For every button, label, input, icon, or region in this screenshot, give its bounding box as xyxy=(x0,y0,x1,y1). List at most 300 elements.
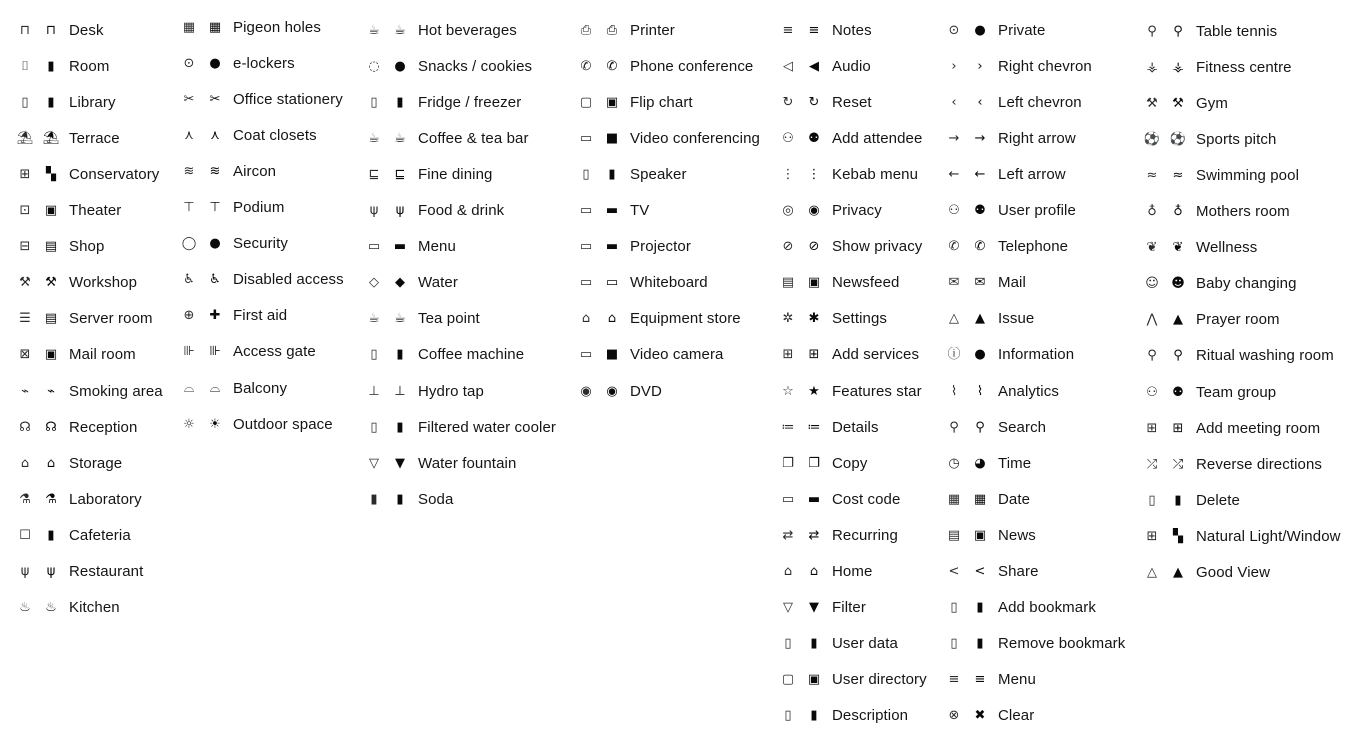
icon-row-search xyxy=(946,409,1046,445)
analytics-filled-icon: ⌇ xyxy=(976,383,984,399)
pigeon-holes-filled-icon: ▦ xyxy=(208,19,222,35)
room-filled-icon: ▮ xyxy=(47,58,55,74)
whiteboard-filled-icon: ▭ xyxy=(605,275,619,291)
icon-row-description xyxy=(780,698,908,734)
icon-label: e-lockers xyxy=(233,54,295,72)
tea-point-outline-icon: ☕ xyxy=(368,311,380,327)
icon-label: Date xyxy=(998,490,1031,508)
icon-label: Speaker xyxy=(630,165,687,183)
remove-bookmark-filled-icon: ▮ xyxy=(976,636,984,652)
reset-outline-icon: ↻ xyxy=(782,94,794,110)
icon-label: Phone conference xyxy=(630,57,754,75)
icon-row-fine-dining xyxy=(366,156,492,192)
icon-label: Recurring xyxy=(832,526,898,544)
office-stationery-filled-icon: ✂ xyxy=(209,91,221,107)
icon-row-pigeon-holes xyxy=(181,9,321,45)
add-bookmark-outline-icon: ▯ xyxy=(950,600,958,616)
icon-label: Pigeon holes xyxy=(233,18,321,36)
icon-label: Information xyxy=(998,346,1075,364)
add-services-filled-icon: ⊞ xyxy=(808,347,820,363)
icon-row-add-meeting-room xyxy=(1144,410,1320,446)
icon-label: Reception xyxy=(69,418,138,436)
icon-label: Clear xyxy=(998,707,1035,725)
add-meeting-room-outline-icon: ⊞ xyxy=(1146,420,1158,436)
water-outline-icon: ◇ xyxy=(369,275,379,291)
icon-row-team-group xyxy=(1144,374,1276,410)
user-data-outline-icon: ▯ xyxy=(784,636,792,652)
theater-filled-icon: ▣ xyxy=(44,203,58,218)
date-outline-icon: ▦ xyxy=(947,491,961,507)
icon-row-mothers-room xyxy=(1144,194,1290,230)
workshop-outline-icon: ⚒ xyxy=(19,275,31,291)
icon-label: Copy xyxy=(832,454,868,472)
user-directory-filled-icon: ▣ xyxy=(807,672,821,688)
notes-filled-icon: ≡ xyxy=(808,22,820,38)
icon-row-kebab-menu xyxy=(780,156,918,192)
icon-row-left-chevron xyxy=(946,84,1082,120)
icon-label: Add services xyxy=(832,346,920,364)
icon-row-tea-point xyxy=(366,301,480,337)
icon-label: Whiteboard xyxy=(630,274,708,292)
icon-row-details xyxy=(780,409,879,445)
icon-label: Sports pitch xyxy=(1196,130,1277,148)
add-attendee-outline-icon: ⚇ xyxy=(782,130,794,146)
icon-label: Settings xyxy=(832,310,887,328)
hydro-tap-filled-icon: ⊥ xyxy=(394,383,406,399)
podium-outline-icon: ⊤ xyxy=(183,200,195,215)
water-filled-icon: ◆ xyxy=(395,275,405,291)
icon-label: Printer xyxy=(630,21,675,39)
icon-label: Time xyxy=(998,454,1032,472)
icon-row-phone-conference xyxy=(578,48,753,84)
aircon-filled-icon: ≋ xyxy=(209,163,221,179)
icon-label: News xyxy=(998,526,1036,544)
fridge-freezer-outline-icon: ▯ xyxy=(370,94,378,110)
icon-row-coffee-machine xyxy=(366,337,524,373)
icon-label: Outdoor space xyxy=(233,415,333,433)
user-data-filled-icon: ▮ xyxy=(810,636,818,652)
telephone-filled-icon: ✆ xyxy=(974,239,986,255)
hydro-tap-outline-icon: ⊥ xyxy=(368,383,380,399)
right-chevron-outline-icon: › xyxy=(951,58,957,74)
privacy-outline-icon: ◎ xyxy=(782,203,794,218)
icon-row-desk xyxy=(17,12,104,48)
tv-outline-icon: ▭ xyxy=(579,203,593,218)
icon-label: Home xyxy=(832,563,873,580)
icon-row-show-privacy xyxy=(780,229,922,265)
icon-row-time xyxy=(946,445,1031,481)
icon-row-access-gate xyxy=(181,334,316,370)
balcony-filled-icon: ⌓ xyxy=(209,380,221,396)
description-filled-icon: ▮ xyxy=(810,708,818,724)
icon-label: Snacks / cookies xyxy=(418,57,533,75)
icon-label: Private xyxy=(998,21,1046,39)
icon-row-analytics xyxy=(946,373,1059,409)
swimming-pool-outline-icon: ≈ xyxy=(1146,167,1158,183)
private-outline-icon: ⊙ xyxy=(948,22,960,38)
video-conferencing-outline-icon: ▭ xyxy=(579,130,593,146)
icon-row-right-arrow xyxy=(946,120,1076,156)
icon-label: Ritual washing room xyxy=(1196,347,1334,365)
icon-label: Description xyxy=(832,707,909,725)
icon-label: Analytics xyxy=(998,382,1059,400)
search-outline-icon: ⚲ xyxy=(949,419,959,435)
icon-label: User directory xyxy=(832,671,927,689)
icon-row-copy xyxy=(780,445,867,481)
smoking-area-filled-icon: ⌁ xyxy=(47,383,55,399)
icon-label: Details xyxy=(832,418,879,436)
icon-label: Add meeting room xyxy=(1196,419,1321,437)
clear-outline-icon: ⊗ xyxy=(948,708,960,724)
icon-label: Terrace xyxy=(69,129,120,147)
video-camera-filled-icon: ■ xyxy=(605,347,619,363)
icon-label: Server room xyxy=(69,310,153,328)
icon-label: Video camera xyxy=(630,346,724,364)
icon-row-fridge-freezer xyxy=(366,84,521,120)
add-services-outline-icon: ⊞ xyxy=(782,347,794,363)
icon-label: Conservatory xyxy=(69,165,160,183)
analytics-outline-icon: ⌇ xyxy=(950,383,958,399)
icon-row-good-view xyxy=(1144,555,1270,591)
icon-row-outdoor-space xyxy=(181,406,333,442)
tea-point-filled-icon: ☕ xyxy=(394,311,406,327)
right-chevron-filled-icon: › xyxy=(977,58,983,74)
audio-filled-icon: ◀ xyxy=(809,58,819,74)
show-privacy-filled-icon: ⊘ xyxy=(808,239,820,255)
icon-row-dvd xyxy=(578,373,662,409)
icon-label: Tea point xyxy=(418,310,480,328)
icon-label: Coffee machine xyxy=(418,346,525,364)
reset-filled-icon: ↻ xyxy=(808,94,820,110)
icon-label: Laboratory xyxy=(69,490,142,508)
information-outline-icon: ⓘ xyxy=(947,347,961,363)
icon-label: Delete xyxy=(1196,491,1240,509)
equipment-store-outline-icon: ⌂ xyxy=(581,311,591,327)
search-filled-icon: ⚲ xyxy=(975,419,985,435)
icon-row-share xyxy=(946,554,1039,590)
icon-row-privacy xyxy=(780,193,882,229)
icon-row-soda xyxy=(366,481,453,517)
wellness-filled-icon: ❦ xyxy=(1172,240,1184,256)
access-gate-outline-icon: ⊪ xyxy=(183,344,195,360)
icon-row-prayer-room xyxy=(1144,302,1280,338)
icon-label: Share xyxy=(998,563,1039,580)
icon-row-fitness-centre xyxy=(1144,49,1292,85)
icon-row-laboratory xyxy=(17,481,142,517)
icon-label: Audio xyxy=(832,57,871,75)
hot-beverages-filled-icon: ☕ xyxy=(394,22,406,38)
e-lockers-outline-icon: ⊙ xyxy=(183,55,195,71)
phone-conference-filled-icon: ✆ xyxy=(606,58,618,74)
flip-chart-outline-icon: ▢ xyxy=(579,94,593,110)
icon-row-water xyxy=(366,265,458,301)
icon-row-water-fountain xyxy=(366,445,516,481)
icon-label: User profile xyxy=(998,202,1076,219)
icon-label: Features star xyxy=(832,382,922,400)
icon-row-natural-light-window xyxy=(1144,518,1341,554)
filtered-water-cooler-filled-icon: ▮ xyxy=(396,419,404,435)
baby-changing-outline-icon: ☺ xyxy=(1145,276,1159,292)
icon-row-news xyxy=(946,517,1036,553)
snacks-cookies-filled-icon: ● xyxy=(394,58,406,74)
delete-filled-icon: ▮ xyxy=(1174,492,1182,508)
features-star-filled-icon: ★ xyxy=(808,383,820,399)
outdoor-space-outline-icon: ☼ xyxy=(183,416,195,432)
icon-label: Equipment store xyxy=(630,310,741,328)
icon-label: Flip chart xyxy=(630,93,693,111)
icon-row-food-drink xyxy=(366,193,504,229)
gym-filled-icon: ⚒ xyxy=(1172,95,1184,111)
disabled-access-filled-icon: ♿ xyxy=(209,272,221,288)
mail-outline-icon: ✉ xyxy=(948,275,960,291)
storage-outline-icon: ⌂ xyxy=(20,455,30,471)
icon-row-tv xyxy=(578,193,649,229)
icon-row-library xyxy=(17,84,116,120)
security-outline-icon: ◯ xyxy=(181,236,197,252)
smoking-area-outline-icon: ⌁ xyxy=(21,383,29,399)
access-gate-filled-icon: ⊪ xyxy=(209,344,221,360)
icon-label: DVD xyxy=(630,382,662,400)
user-profile-outline-icon: ⚇ xyxy=(948,203,960,218)
details-filled-icon: ≔ xyxy=(807,419,821,435)
remove-bookmark-outline-icon: ▯ xyxy=(950,636,958,652)
video-conferencing-filled-icon: ■ xyxy=(605,130,619,146)
ritual-washing-room-filled-icon: ⚲ xyxy=(1173,348,1183,364)
mothers-room-filled-icon: ♁ xyxy=(1173,204,1183,219)
icon-row-storage xyxy=(17,445,122,481)
icon-row-flip-chart xyxy=(578,84,693,120)
icon-row-hydro-tap xyxy=(366,373,484,409)
e-lockers-filled-icon: ● xyxy=(209,55,221,71)
icon-row-server-room xyxy=(17,301,153,337)
fine-dining-filled-icon: ⊑ xyxy=(394,166,406,182)
right-arrow-outline-icon: → xyxy=(948,130,960,146)
icon-row-first-aid xyxy=(181,298,287,334)
icon-row-terrace xyxy=(17,120,120,156)
icon-row-wellness xyxy=(1144,230,1257,266)
icon-row-reverse-directions xyxy=(1144,446,1322,482)
coffee-tea-bar-outline-icon: ☕ xyxy=(368,130,380,146)
left-chevron-filled-icon: ‹ xyxy=(977,94,983,110)
icon-row-notes xyxy=(780,12,872,48)
sports-pitch-filled-icon: ⚽ xyxy=(1170,131,1186,147)
icon-label: Baby changing xyxy=(1196,275,1297,293)
reception-filled-icon: ☊ xyxy=(45,419,57,435)
desk-outline-icon: ⊓ xyxy=(19,22,31,38)
natural-light-window-filled-icon: ▚ xyxy=(1173,528,1183,544)
coat-closets-filled-icon: ⋏ xyxy=(210,127,220,143)
icon-row-settings xyxy=(780,301,887,337)
office-stationery-outline-icon: ✂ xyxy=(183,91,195,107)
kebab-menu-outline-icon: ⋮ xyxy=(781,166,795,182)
icon-row-kitchen xyxy=(17,590,120,626)
water-fountain-filled-icon: ▼ xyxy=(395,455,405,471)
icon-row-aircon xyxy=(181,153,276,189)
icon-row-video-conferencing xyxy=(578,120,760,156)
menu-filled-icon: ▬ xyxy=(393,239,407,255)
coffee-tea-bar-filled-icon: ☕ xyxy=(394,130,406,146)
icon-row-mail-room xyxy=(17,337,136,373)
features-star-outline-icon: ☆ xyxy=(782,383,794,399)
icon-row-snacks-cookies xyxy=(366,48,532,84)
icon-label: Filtered water cooler xyxy=(418,418,556,436)
coffee-machine-outline-icon: ▯ xyxy=(370,347,378,363)
description-outline-icon: ▯ xyxy=(784,708,792,724)
hot-beverages-outline-icon: ☕ xyxy=(368,22,380,38)
icon-row-whiteboard xyxy=(578,265,708,301)
food-drink-filled-icon: ψ xyxy=(395,203,405,218)
add-meeting-room-filled-icon: ⊞ xyxy=(1172,420,1184,436)
food-drink-outline-icon: ψ xyxy=(369,203,379,218)
storage-filled-icon: ⌂ xyxy=(46,455,56,471)
kitchen-filled-icon: ♨ xyxy=(45,600,57,616)
right-arrow-filled-icon: → xyxy=(974,130,986,146)
security-filled-icon: ● xyxy=(209,236,221,252)
issue-outline-icon: △ xyxy=(949,311,959,327)
icon-row-mail xyxy=(946,265,1026,301)
cost-code-filled-icon: ▬ xyxy=(807,491,821,507)
terrace-outline-icon: ⛱ xyxy=(17,130,33,146)
icon-label: Add attendee xyxy=(832,129,923,147)
icon-label: Fridge / freezer xyxy=(418,93,522,111)
icon-row-left-arrow xyxy=(946,156,1066,192)
pigeon-holes-outline-icon: ▦ xyxy=(182,19,196,35)
shop-filled-icon: ▤ xyxy=(44,239,58,255)
icon-row-disabled-access xyxy=(181,262,344,298)
filter-filled-icon: ▼ xyxy=(809,600,819,616)
water-fountain-outline-icon: ▽ xyxy=(369,455,379,471)
icon-label: Fine dining xyxy=(418,165,493,183)
privacy-filled-icon: ◉ xyxy=(808,203,820,218)
menu-outline-icon: ≡ xyxy=(948,672,960,688)
conservatory-outline-icon: ⊞ xyxy=(19,166,31,182)
left-arrow-filled-icon: ← xyxy=(974,166,986,182)
laboratory-filled-icon: ⚗ xyxy=(45,491,57,507)
settings-filled-icon: ✱ xyxy=(808,311,820,327)
icon-label: Prayer room xyxy=(1196,311,1280,329)
news-filled-icon: ▣ xyxy=(973,527,987,543)
icon-label: Coffee & tea bar xyxy=(418,129,529,147)
library-filled-icon: ▮ xyxy=(47,94,55,110)
icon-label: Workshop xyxy=(69,274,138,292)
theater-outline-icon: ⊡ xyxy=(19,203,31,218)
icon-row-telephone xyxy=(946,229,1068,265)
icon-row-newsfeed xyxy=(780,265,900,301)
mail-room-outline-icon: ⊠ xyxy=(19,347,31,363)
icon-row-recurring xyxy=(780,517,898,553)
icon-row-hot-beverages xyxy=(366,12,517,48)
user-profile-filled-icon: ⚉ xyxy=(974,203,986,218)
icon-row-video-camera xyxy=(578,337,723,373)
icon-label: Podium xyxy=(233,199,285,216)
icon-row-cafeteria xyxy=(17,517,131,553)
icon-row-ritual-washing-room xyxy=(1144,338,1334,374)
printer-filled-icon: ⎙ xyxy=(606,22,618,38)
reverse-directions-filled-icon: ⤮ xyxy=(1172,456,1184,472)
icon-row-table-tennis xyxy=(1144,13,1277,49)
fine-dining-outline-icon: ⊑ xyxy=(368,166,380,182)
icon-label: Cafeteria xyxy=(69,526,131,544)
wellness-outline-icon: ❦ xyxy=(1146,240,1158,256)
reverse-directions-outline-icon: ⤮ xyxy=(1146,456,1158,472)
speaker-outline-icon: ▯ xyxy=(582,166,590,182)
room-outline-icon: ⌷ xyxy=(21,58,29,74)
icon-label: Natural Light/Window xyxy=(1196,527,1341,545)
icon-row-audio xyxy=(780,48,871,84)
icon-row-filter xyxy=(780,590,866,626)
copy-outline-icon: ❐ xyxy=(782,455,794,471)
icon-label: Theater xyxy=(69,202,122,219)
ritual-washing-room-outline-icon: ⚲ xyxy=(1147,348,1157,364)
icon-row-coffee-tea-bar xyxy=(366,120,529,156)
tv-filled-icon: ▬ xyxy=(605,203,619,218)
audio-outline-icon: ◁ xyxy=(783,58,793,74)
baby-changing-filled-icon: ☻ xyxy=(1171,276,1185,292)
icon-label: Notes xyxy=(832,21,872,39)
library-outline-icon: ▯ xyxy=(21,94,29,110)
icon-label: Team group xyxy=(1196,383,1277,401)
icon-row-coat-closets xyxy=(181,117,317,153)
icon-row-menu xyxy=(366,229,456,265)
icon-label: Swimming pool xyxy=(1196,166,1300,184)
icon-label: User data xyxy=(832,635,898,653)
filter-outline-icon: ▽ xyxy=(783,600,793,616)
icon-row-e-lockers xyxy=(181,45,295,81)
projector-outline-icon: ▭ xyxy=(579,239,593,255)
icon-row-conservatory xyxy=(17,156,159,192)
icon-row-workshop xyxy=(17,265,137,301)
icon-row-filtered-water-cooler xyxy=(366,409,556,445)
swimming-pool-filled-icon: ≈ xyxy=(1172,167,1184,183)
icon-label: Office stationery xyxy=(233,90,343,108)
kitchen-outline-icon: ♨ xyxy=(19,600,31,616)
terrace-filled-icon: ⛱ xyxy=(43,130,59,146)
shop-outline-icon: ⊟ xyxy=(19,239,31,255)
icon-row-private xyxy=(946,12,1045,48)
icon-label: Shop xyxy=(69,238,105,256)
icon-label: Kitchen xyxy=(69,599,120,617)
icon-label: Filter xyxy=(832,599,866,617)
news-outline-icon: ▤ xyxy=(947,527,961,543)
private-filled-icon: ● xyxy=(974,22,986,38)
icon-label: Room xyxy=(69,57,110,75)
icon-label: Coat closets xyxy=(233,126,317,144)
cafeteria-filled-icon: ▮ xyxy=(47,527,55,543)
icon-label: Storage xyxy=(69,454,123,472)
restaurant-outline-icon: ψ xyxy=(20,564,30,579)
conservatory-filled-icon: ▚ xyxy=(46,166,56,182)
icon-row-balcony xyxy=(181,370,287,406)
home-outline-icon: ⌂ xyxy=(783,564,793,579)
restaurant-filled-icon: ψ xyxy=(46,564,56,579)
icon-label: Gym xyxy=(1196,94,1228,112)
icon-label: Kebab menu xyxy=(832,165,919,183)
icon-label: Soda xyxy=(418,490,454,508)
flip-chart-filled-icon: ▣ xyxy=(605,94,619,110)
icon-row-baby-changing xyxy=(1144,266,1297,302)
cafeteria-outline-icon: ☐ xyxy=(19,527,31,543)
icon-label: Reverse directions xyxy=(1196,455,1323,473)
aircon-outline-icon: ≋ xyxy=(183,163,195,179)
outdoor-space-filled-icon: ☀ xyxy=(209,416,221,432)
dvd-outline-icon: ◉ xyxy=(580,383,592,399)
icon-row-add-services xyxy=(780,337,919,373)
equipment-store-filled-icon: ⌂ xyxy=(607,311,617,327)
icon-label: Good View xyxy=(1196,564,1271,581)
icon-label: Hydro tap xyxy=(418,382,484,400)
icon-row-restaurant xyxy=(17,554,143,590)
icon-label: Table tennis xyxy=(1196,22,1278,40)
